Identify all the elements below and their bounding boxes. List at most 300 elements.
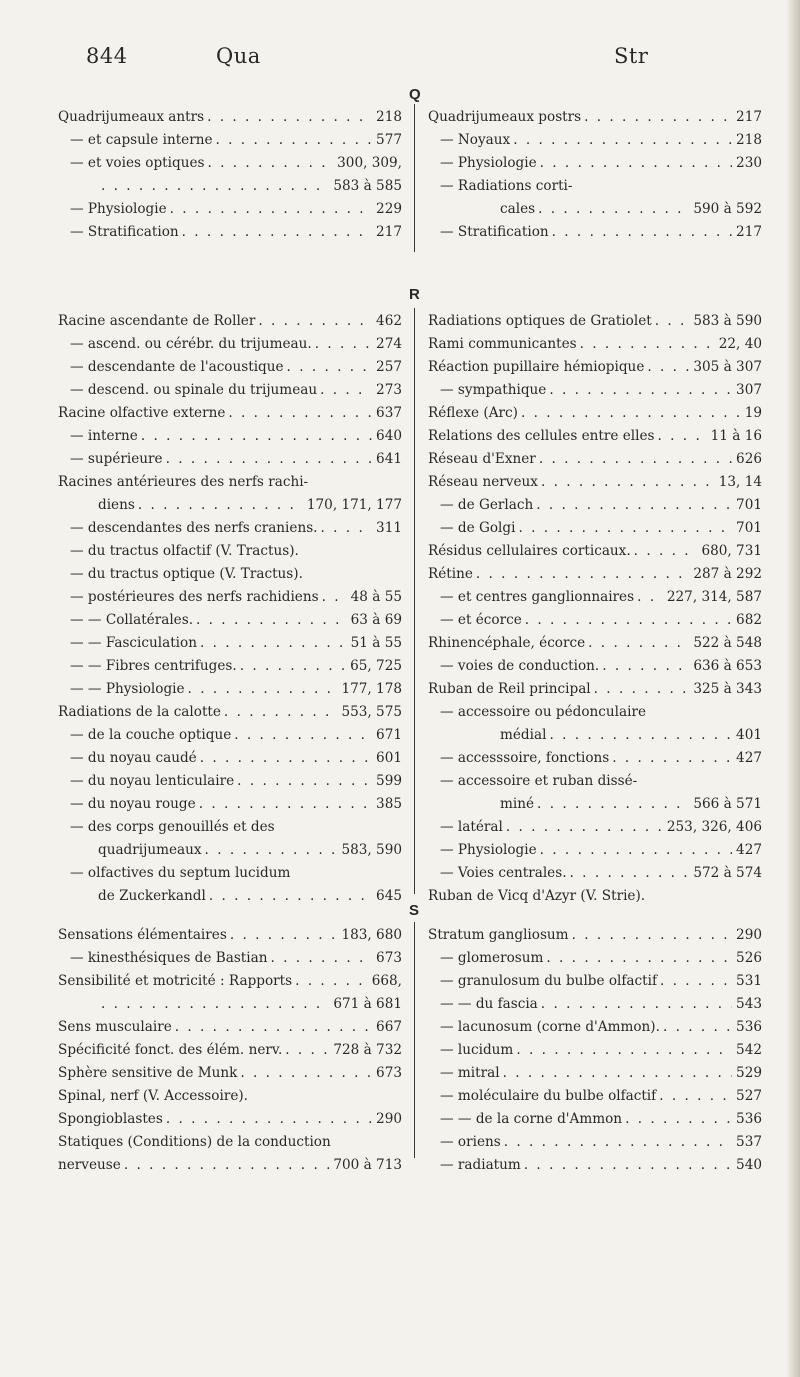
index-entry [58, 724, 402, 747]
index-entry-page: 63 à 69 [350, 612, 402, 628]
index-entry-label: — radiatum [440, 1157, 521, 1173]
leader-dots [569, 924, 732, 947]
index-entry [58, 106, 402, 129]
index-entry [428, 701, 762, 724]
leader-dots [538, 993, 732, 1016]
index-entry [58, 402, 402, 425]
index-entry-page: 11 à 16 [710, 428, 762, 444]
index-entry-page: 572 à 574 [693, 865, 762, 881]
leader-dots [135, 494, 303, 517]
running-head-right: Str [614, 44, 649, 68]
index-entry-label: — postérieures des nerfs rachidiens [70, 589, 319, 605]
index-entry [428, 1062, 762, 1085]
index-entry [428, 678, 762, 701]
index-entry-label: Rami communicantes [428, 336, 577, 352]
leader-dots [318, 517, 373, 540]
leader-dots [537, 152, 732, 175]
leader-dots [225, 402, 372, 425]
index-entry-label: — de la couche optique [70, 727, 232, 743]
index-entry [428, 839, 762, 862]
index-entry [428, 379, 762, 402]
index-entry [58, 770, 402, 793]
index-entry-label: Spongioblastes [58, 1111, 163, 1127]
index-entry [428, 517, 762, 540]
index-entry-page: 583, 590 [341, 842, 402, 858]
index-entry [428, 448, 762, 471]
index-entry-page: 527 [736, 1088, 762, 1104]
leader-dots [196, 793, 372, 816]
index-entry-label: — voies de conduction. [440, 658, 600, 674]
leader-dots [473, 563, 689, 586]
leader-dots [237, 655, 346, 678]
leader-dots [204, 152, 333, 175]
index-entry [58, 152, 402, 175]
leader-dots [163, 1108, 372, 1131]
index-entry [58, 129, 402, 152]
index-entry-page: 227, 314, 587 [666, 589, 762, 605]
index-entry [58, 632, 402, 655]
index-entry-page: 218 [736, 132, 762, 148]
index-entry-label: quadrijumeaux [98, 842, 202, 858]
index-entry [58, 747, 402, 770]
index-entry-label: — du tractus olfactif (V. Tractus). [70, 543, 299, 559]
leader-dots [185, 678, 338, 701]
leader-dots [577, 333, 715, 356]
leader-dots [536, 448, 732, 471]
index-entry-label: — et écorce [440, 612, 522, 628]
leader-dots [533, 494, 732, 517]
index-entry-label: — glomerosum [440, 950, 544, 966]
index-entry-label: de Zuckerkandl [98, 888, 206, 904]
leader-dots [622, 1108, 732, 1131]
index-entry [58, 947, 402, 970]
index-entry [428, 993, 762, 1016]
index-entry [428, 1016, 762, 1039]
index-entry [428, 425, 762, 448]
section-s-left [58, 924, 402, 1177]
index-entry [58, 471, 402, 494]
leader-dots [567, 862, 690, 885]
index-entry-label: Statiques (Conditions) de la conduction [58, 1134, 331, 1150]
leader-dots [197, 747, 372, 770]
leader-dots [98, 993, 329, 1016]
index-entry-page: 217 [736, 224, 762, 240]
leader-dots [213, 129, 373, 152]
index-entry-page: 542 [736, 1042, 762, 1058]
index-entry-label: Sphère sensitive de Munk [58, 1065, 238, 1081]
index-entry-page: 287 à 292 [693, 566, 762, 582]
leader-dots [585, 632, 689, 655]
index-entry-label: — Noyaux [440, 132, 511, 148]
index-entry-label: — de Golgi [440, 520, 516, 536]
index-entry-label: Rhinencéphale, écorce [428, 635, 586, 651]
leader-dots [227, 924, 338, 947]
index-entry [58, 655, 402, 678]
index-entry-label: Racines antérieures des nerfs rachi- [58, 474, 309, 490]
leader-dots [503, 816, 663, 839]
index-entry [58, 885, 402, 908]
index-entry-label: — interne [70, 428, 138, 444]
index-entry [428, 471, 762, 494]
leader-dots [660, 1016, 732, 1039]
index-entry-label: — — Fibres centrifuges. [70, 658, 237, 674]
index-entry-page: 307 [736, 382, 762, 398]
index-entry-page: 290 [736, 927, 762, 943]
index-entry-label: Racine ascendante de Roller [58, 313, 256, 329]
index-entry-label: Sensibilité et motricité : Rapports [58, 973, 293, 989]
leader-dots [500, 1062, 732, 1085]
index-entry-page: 183, 680 [341, 927, 402, 943]
column-rule-s [414, 922, 415, 1158]
index-entry-label: — du noyau lenticulaire [70, 773, 235, 789]
index-entry-label: Réseau d'Exner [428, 451, 536, 467]
index-entry-page: 536 [736, 1019, 762, 1035]
index-entry [428, 333, 762, 356]
index-entry-label: — lucidum [440, 1042, 514, 1058]
index-entry [58, 609, 402, 632]
index-entry-label: médial [500, 727, 547, 743]
leader-dots [549, 221, 732, 244]
index-entry-label: — Radiations corti- [440, 178, 573, 194]
index-entry [428, 494, 762, 517]
index-entry-page: 728 à 732 [333, 1042, 402, 1058]
index-entry [428, 970, 762, 993]
index-entry-page: 701 [736, 520, 762, 536]
index-entry-label: Réflexe (Arc) [428, 405, 518, 421]
index-entry-label: Radiations de la calotte [58, 704, 221, 720]
index-entry [428, 747, 762, 770]
leader-dots [657, 970, 732, 993]
index-entry [58, 1108, 402, 1131]
index-entry [428, 816, 762, 839]
index-entry [58, 379, 402, 402]
index-entry-page: 427 [736, 750, 762, 766]
index-entry-label: — oriens [440, 1134, 501, 1150]
index-entry-label: — du tractus optique (V. Tractus). [70, 566, 303, 582]
index-entry-label: — — Physiologie [70, 681, 185, 697]
index-entry-page: 274 [376, 336, 402, 352]
leader-dots [522, 609, 732, 632]
index-entry-label: — descendante de l'acoustique [70, 359, 284, 375]
index-entry [58, 816, 402, 839]
index-entry [428, 106, 762, 129]
index-entry [428, 885, 762, 908]
leader-dots [221, 701, 338, 724]
index-entry-page: 300, 309, [337, 155, 402, 171]
leader-dots [609, 747, 732, 770]
leader-dots [267, 947, 372, 970]
leader-dots [538, 471, 715, 494]
column-rule-q [414, 104, 415, 252]
index-entry-page: 700 à 713 [333, 1157, 402, 1173]
index-entry [58, 494, 402, 517]
index-entry-page: 583 à 585 [333, 178, 402, 194]
leader-dots [172, 1016, 372, 1039]
index-entry-label: — des corps genouillés et des [70, 819, 275, 835]
index-entry-label: Sens musculaire [58, 1019, 172, 1035]
index-entry-label: Relations des cellules entre elles [428, 428, 655, 444]
page-edge-shadow [786, 0, 800, 1377]
index-entry-label: — Physiologie [440, 155, 537, 171]
leader-dots [237, 1062, 372, 1085]
index-entry-page: 177, 178 [341, 681, 402, 697]
index-entry-label: Ruban de Vicq d'Azyr (V. Strie). [428, 888, 646, 904]
index-entry [58, 563, 402, 586]
index-entry-page: 671 à 681 [333, 996, 402, 1012]
index-entry-page: 230 [736, 155, 762, 171]
leader-dots [179, 221, 372, 244]
index-entry-page: 529 [736, 1065, 762, 1081]
index-entry-label: — accessoire ou pédonculaire [440, 704, 646, 720]
leader-dots [546, 724, 732, 747]
index-entry [58, 175, 402, 198]
index-entry-label: — du noyau rouge [70, 796, 196, 812]
leader-dots [204, 106, 372, 129]
index-entry-page: 170, 171, 177 [306, 497, 402, 513]
index-entry-label: — descend. ou spinale du trijumeau [70, 382, 318, 398]
leader-dots [652, 310, 690, 333]
index-entry-label: — granulosum du bulbe olfactif [440, 973, 657, 989]
leader-dots [510, 129, 732, 152]
index-entry [58, 924, 402, 947]
index-entry-page: 553, 575 [341, 704, 402, 720]
leader-dots [282, 1039, 329, 1062]
leader-dots [581, 106, 732, 129]
index-entry-label: — du noyau caudé [70, 750, 197, 766]
index-entry-page: 641 [376, 451, 402, 467]
running-head-left: Qua [216, 44, 261, 68]
index-entry-label: Spécificité fonct. des élém. nerv. [58, 1042, 283, 1058]
leader-dots [634, 586, 663, 609]
index-entry-label: — Voies centrales. [440, 865, 567, 881]
index-entry-label: — descendantes des nerfs craniens. [70, 520, 318, 536]
index-entry-label: — — du fascia [440, 996, 538, 1012]
index-entry [428, 770, 762, 793]
index-entry [428, 563, 762, 586]
index-entry-label: — accesssoire, fonctions [440, 750, 610, 766]
index-entry-label: miné [500, 796, 535, 812]
index-entry-page: 673 [376, 1065, 402, 1081]
index-entry-label: — Physiologie [440, 842, 537, 858]
leader-dots [231, 724, 372, 747]
index-entry-label: — et voies optiques [70, 155, 205, 171]
index-entry [428, 175, 762, 198]
index-entry [428, 1154, 762, 1177]
index-entry-page: 427 [736, 842, 762, 858]
index-entry-label: Spinal, nerf (V. Accessoire). [58, 1088, 248, 1104]
index-entry-label: — et centres ganglionnaires [440, 589, 635, 605]
index-entry [58, 1062, 402, 1085]
index-entry-page: 22, 40 [718, 336, 762, 352]
section-letter-s: S [409, 902, 420, 919]
index-entry-page: 311 [376, 520, 402, 536]
leader-dots [599, 655, 689, 678]
index-entry-label: — sympathique [440, 382, 547, 398]
section-letter-q: Q [409, 86, 421, 103]
leader-dots [193, 609, 347, 632]
leader-dots [312, 333, 372, 356]
index-entry-label: Quadrijumeaux antrs [58, 109, 205, 125]
leader-dots [513, 1039, 732, 1062]
index-entry-page: 273 [376, 382, 402, 398]
index-entry-label: Rétine [428, 566, 473, 582]
index-entry-page: 19 [744, 405, 762, 421]
index-entry [58, 425, 402, 448]
index-entry [58, 517, 402, 540]
index-entry-label: Résidus cellulaires corticaux. [428, 543, 631, 559]
index-entry [58, 793, 402, 816]
index-entry [58, 198, 402, 221]
leader-dots [255, 310, 372, 333]
index-entry-page: 626 [736, 451, 762, 467]
index-entry [58, 1154, 402, 1177]
index-entry-label: — — Collatérales. [70, 612, 194, 628]
leader-dots [591, 678, 690, 701]
index-entry [428, 924, 762, 947]
index-entry-page: 65, 725 [350, 658, 402, 674]
index-entry-page: 682 [736, 612, 762, 628]
index-entry-page: 51 à 55 [350, 635, 402, 651]
leader-dots [534, 793, 689, 816]
index-entry-label: diens [98, 497, 135, 513]
index-entry-page: 701 [736, 497, 762, 513]
index-entry [58, 221, 402, 244]
index-entry-page: 577 [376, 132, 402, 148]
index-entry-page: 566 à 571 [693, 796, 762, 812]
index-entry-label: — et capsule interne [70, 132, 213, 148]
leader-dots [202, 839, 338, 862]
index-entry [58, 448, 402, 471]
leader-dots [515, 517, 732, 540]
index-entry [428, 947, 762, 970]
leader-dots [206, 885, 372, 908]
index-entry-page: 462 [376, 313, 402, 329]
leader-dots [167, 198, 372, 221]
index-entry-label: — kinesthésiques de Bastian [70, 950, 268, 966]
index-entry [428, 198, 762, 221]
index-entry-label: — ascend. ou cérébr. du trijumeau. [70, 336, 312, 352]
index-entry-page: 13, 14 [718, 474, 762, 490]
index-entry [58, 540, 402, 563]
leader-dots [197, 632, 347, 655]
index-entry-page: 583 à 590 [693, 313, 762, 329]
column-rule-r [414, 308, 415, 894]
index-entry [428, 1085, 762, 1108]
index-entry [58, 839, 402, 862]
index-entry-label: — moléculaire du bulbe olfactif [440, 1088, 657, 1104]
index-entry-page: 667 [376, 1019, 402, 1035]
index-entry-label: — — Fasciculation [70, 635, 197, 651]
index-entry-label: — — de la corne d'Ammon [440, 1111, 623, 1127]
index-entry-label: — olfactives du septum lucidum [70, 865, 291, 881]
index-entry-label: Sensations élémentaires [58, 927, 227, 943]
leader-dots [656, 1085, 732, 1108]
index-entry-label: — Stratification [440, 224, 549, 240]
index-entry-page: 325 à 343 [693, 681, 762, 697]
index-entry-page: 537 [736, 1134, 762, 1150]
index-entry [58, 356, 402, 379]
index-entry-page: 526 [736, 950, 762, 966]
index-entry [428, 402, 762, 425]
index-entry [428, 862, 762, 885]
index-entry-page: 543 [736, 996, 762, 1012]
index-entry-label: — supérieure [70, 451, 163, 467]
leader-dots [518, 402, 741, 425]
index-entry [428, 129, 762, 152]
index-entry-page: 636 à 653 [693, 658, 762, 674]
index-entry-page: 218 [376, 109, 402, 125]
leader-dots [138, 425, 372, 448]
index-entry [58, 586, 402, 609]
leader-dots [535, 198, 689, 221]
leader-dots [163, 448, 372, 471]
leader-dots [284, 356, 373, 379]
index-entry [58, 333, 402, 356]
index-entry-page: 673 [376, 950, 402, 966]
section-s-right [428, 924, 762, 1177]
index-entry-page: 305 à 307 [693, 359, 762, 375]
index-entry [428, 221, 762, 244]
leader-dots [631, 540, 698, 563]
index-entry-page: 590 à 592 [693, 201, 762, 217]
index-entry [58, 1039, 402, 1062]
index-entry [58, 993, 402, 1016]
index-entry [428, 793, 762, 816]
leader-dots [317, 379, 372, 402]
leader-dots [546, 379, 732, 402]
index-entry-label: — Stratification [70, 224, 179, 240]
index-entry-label: — latéral [440, 819, 503, 835]
index-entry-page: 401 [736, 727, 762, 743]
index-entry [428, 152, 762, 175]
index-entry-page: 680, 731 [701, 543, 762, 559]
index-entry-label: nerveuse [58, 1157, 121, 1173]
index-entry-label: — mitral [440, 1065, 500, 1081]
index-entry-label: Réseau nerveux [428, 474, 538, 490]
leader-dots [98, 175, 329, 198]
index-entry [58, 1085, 402, 1108]
index-entry [58, 701, 402, 724]
index-entry [428, 609, 762, 632]
index-entry-label: Ruban de Reil principal [428, 681, 591, 697]
leader-dots [319, 586, 347, 609]
index-entry-page: 599 [376, 773, 402, 789]
index-entry [58, 310, 402, 333]
index-entry [58, 678, 402, 701]
section-r-left [58, 310, 402, 908]
index-entry-page: 671 [376, 727, 402, 743]
leader-dots [501, 1131, 732, 1154]
index-entry-page: 540 [736, 1157, 762, 1173]
index-entry-page: 531 [736, 973, 762, 989]
index-entry-label: — Physiologie [70, 201, 167, 217]
index-entry [428, 1039, 762, 1062]
page-number: 844 [86, 44, 128, 68]
index-entry-label: cales [500, 201, 536, 217]
index-entry [58, 862, 402, 885]
index-entry [428, 586, 762, 609]
index-entry [58, 1016, 402, 1039]
index-entry [428, 356, 762, 379]
index-entry-page: 637 [376, 405, 402, 421]
index-entry-page: 48 à 55 [350, 589, 402, 605]
index-entry-page: 522 à 548 [693, 635, 762, 651]
index-entry-page: 385 [376, 796, 402, 812]
leader-dots [644, 356, 689, 379]
index-entry-page: 217 [376, 224, 402, 240]
index-entry-label: Racine olfactive externe [58, 405, 226, 421]
index-entry [428, 310, 762, 333]
